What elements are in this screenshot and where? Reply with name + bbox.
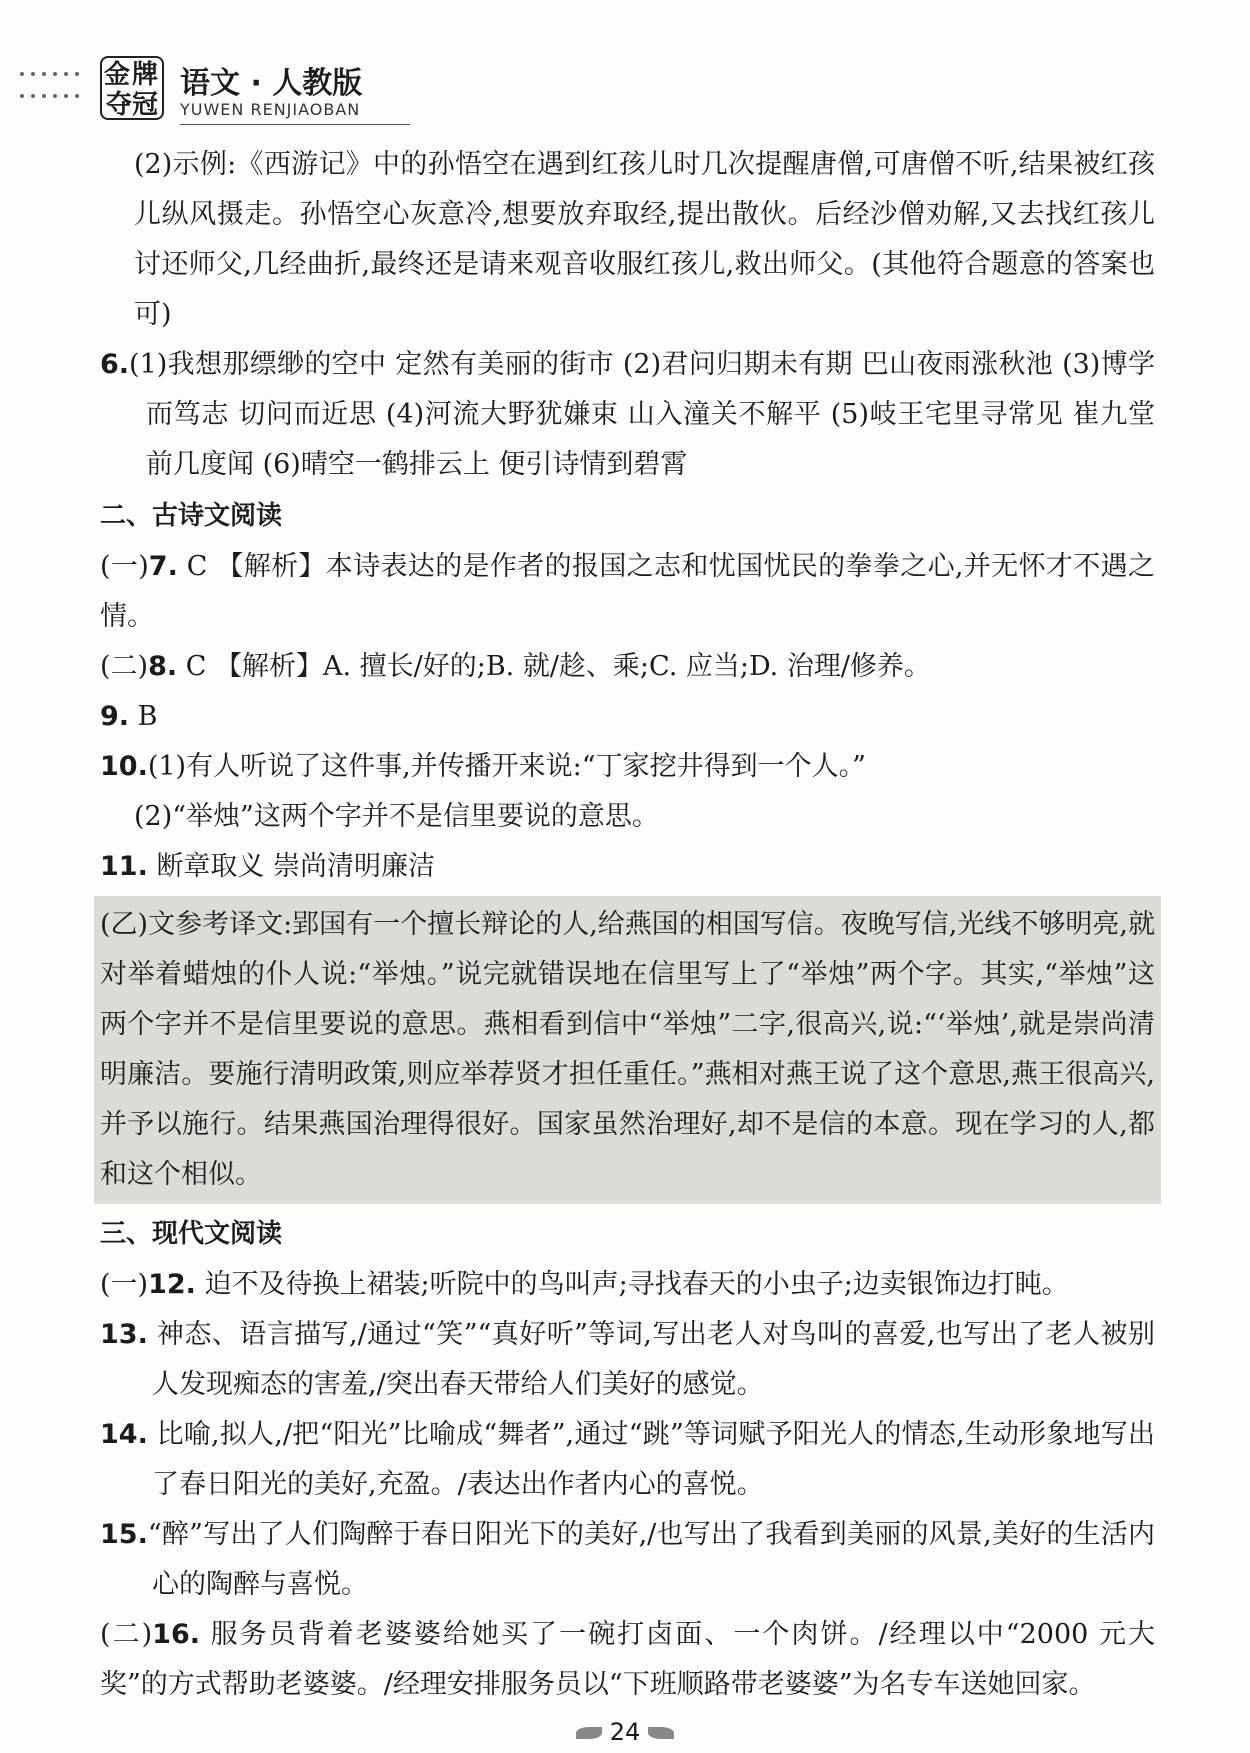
- section-heading-3: 三、现代文阅读: [100, 1219, 283, 1249]
- subject-title: 语文 · 人教版: [180, 66, 363, 101]
- page-number: 24: [609, 1718, 641, 1746]
- answer-q13: [100, 1310, 1155, 1410]
- q14-number: 14.: [100, 1419, 148, 1450]
- q16-prefix: (二): [100, 1619, 153, 1650]
- answer-q8: [100, 642, 1155, 692]
- answer-q12: [100, 1260, 1155, 1310]
- q13-number: 13.: [100, 1319, 148, 1350]
- answer-q6: [100, 340, 1155, 490]
- q13-text: 神态、语言描写,/通过“笑”“真好听”等词,写出老人对鸟叫的喜爱,也写出了老人被别人发现痴态的害羞,/突出春天带给人们美好的感觉。: [152, 1319, 1155, 1400]
- translation-text: (乙)文参考译文:郢国有一个擅长辩论的人,给燕国的相国写信。夜晚写信,光线不够明亮,就对举着蜡烛的仆人说:“举烛。”说完就错误地在信里写上了“举烛”两个字。其实,“举烛”这两个字并不是信里要说的意思。燕相看到信中“举烛”二字,很高兴,说:“‘举烛’,就是崇尚清明廉洁。要施行清明政策,则应举荐贤才担任重任。”燕相对燕王说了这个意思,燕王很高兴,并予以施行。结果燕国治理得很好。国家虽然治理好,却不是信的本意。现在学习的人,都和这个相似。: [100, 909, 1155, 1190]
- section-heading-2: 二、古诗文阅读: [100, 501, 283, 531]
- answer-q16: [100, 1610, 1155, 1710]
- q12-text: 迫不及待换上裙装;听院中的鸟叫声;寻找春天的小虫子;边卖银饰边打盹。: [204, 1269, 1069, 1300]
- q15-number: 15.: [100, 1519, 148, 1550]
- answer-q5-2: (2)示例:《西游记》中的孙悟空在遇到红孩儿时几次提醒唐僧,可唐僧不听,结果被红孩儿纵风摄走。孙悟空心灰意冷,想要放弃取经,提出散伙。后经沙僧劝解,又去找红孩儿讨还师父,几经曲折,最终还是请来观音收服红孩儿,救出师父。(其他符合题意的答案也可): [134, 149, 1155, 330]
- q9-number: 9.: [100, 701, 130, 732]
- decorative-dots: [20, 72, 90, 116]
- page-header: [0, 0, 1250, 140]
- answer-q14: [100, 1410, 1155, 1510]
- header-divider: [180, 124, 410, 125]
- q14-text: 比喻,拟人,/把“阳光”比喻成“舞者”,通过“跳”等词赋予阳光人的情态,生动形象地写出了春日阳光的美好,充盈。/表达出作者内心的喜悦。: [152, 1419, 1155, 1500]
- leaf-right-icon: [648, 1727, 674, 1739]
- answer-q10-1: [100, 742, 1155, 792]
- leaf-left-icon: [576, 1727, 602, 1739]
- answer-q15: [100, 1510, 1155, 1610]
- q8-text: C 【解析】A. 擅长/好的;B. 就/趁、乘;C. 应当;D. 治理/修养。: [185, 651, 931, 682]
- q15-text: “醉”写出了人们陶醉于春日阳光下的美好,/也写出了我看到美丽的风景,美好的生活内心的陶醉与喜悦。: [147, 1519, 1155, 1600]
- answer-q7: [100, 542, 1155, 642]
- brand-line-2: 夺冠: [105, 90, 158, 120]
- q7-text: C 【解析】本诗表达的是作者的报国之志和忧国忧民的拳拳之心,并无怀才不遇之情。: [100, 551, 1155, 632]
- q8-number: 8.: [148, 651, 178, 682]
- subject-pinyin: YUWEN RENJIAOBAN: [180, 100, 361, 119]
- q6-text: (1)我想那缥缈的空中 定然有美丽的街市 (2)君问归期未有期 巴山夜雨涨秋池 (3)博学而笃志 切问而近思 (4)河流大野犹嫌束 山入潼关不解平 (5)岐王宅里寻常见 崔九堂前几度闻 (6)晴空一鹤排云上 便引诗情到碧霄: [129, 349, 1155, 480]
- brand-line-1: 金牌: [103, 60, 160, 90]
- q7-number: 7.: [148, 551, 178, 582]
- q10-number: 10.: [100, 751, 148, 782]
- q8-prefix: (二): [100, 651, 149, 682]
- q9-text: B: [137, 701, 158, 732]
- answer-q9: [100, 692, 1155, 742]
- q10-1-text: (1)有人听说了这件事,并传播开来说:“丁家挖井得到一个人。”: [147, 751, 866, 782]
- answer-q11: [100, 842, 1155, 892]
- translation-box: [94, 896, 1161, 1204]
- q12-prefix: (一): [100, 1269, 149, 1300]
- q11-text: 断章取义 崇尚清明廉洁: [156, 851, 436, 882]
- q12-number: 12.: [148, 1269, 196, 1300]
- brand-logo: [100, 56, 164, 120]
- page-footer: [0, 1718, 1250, 1746]
- q6-number: 6.: [100, 349, 130, 380]
- q16-number: 16.: [152, 1619, 200, 1650]
- q7-prefix: (一): [100, 551, 149, 582]
- q11-number: 11.: [100, 851, 148, 882]
- answer-content: [100, 140, 1155, 1710]
- answer-q10-2: (2)“举烛”这两个字并不是信里要说的意思。: [134, 801, 659, 832]
- q16-text: 服务员背着老婆婆给她买了一碗打卤面、一个肉饼。/经理以中“2000 元大奖”的方式帮助老婆婆。/经理安排服务员以“下班顺路带老婆婆”为名专车送她回家。: [100, 1619, 1155, 1700]
